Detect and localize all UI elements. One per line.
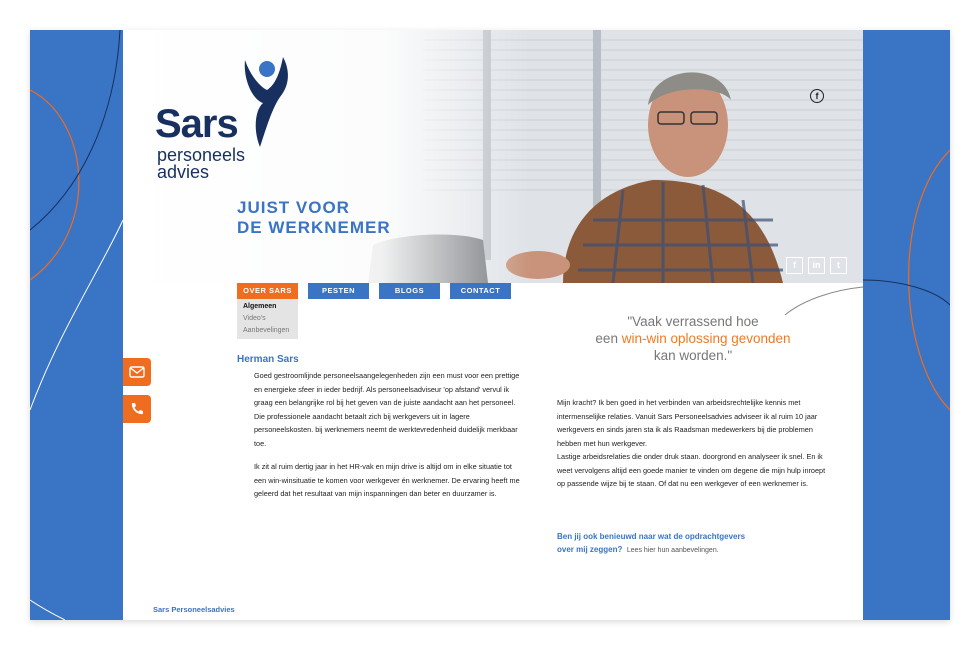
right-paragraph-2: Lastige arbeidsrelaties die onder druk staan. doorgrond en analyseer ik snel. En ik weet vervolgens altijd een goede manier te vinden om degene die mijn hulp inroept op passende wijze bij te staan. Of dat nu een werkgever of een werknemer is.: [557, 452, 826, 489]
tagline-line-1: JUIST VOOR: [237, 198, 350, 217]
phone-button[interactable]: [123, 395, 151, 423]
logo-line-2: advies: [157, 162, 210, 182]
page-content: [123, 30, 863, 620]
submenu-item-algemeen[interactable]: Algemeen: [243, 303, 277, 310]
mail-button[interactable]: [123, 358, 151, 386]
tagline-line-2: DE WERKNEMER: [237, 218, 391, 237]
cta-line-1[interactable]: Ben jij ook benieuwd naar wat de opdrachtgevers: [557, 532, 746, 541]
nav-item-blogs[interactable]: BLOGS: [379, 283, 440, 299]
quote-arc: [783, 282, 863, 317]
logo-subtitle: [157, 147, 245, 181]
quote-line-3: kan worden.": [653, 348, 733, 363]
submenu-item-videos[interactable]: Video's: [243, 315, 266, 322]
facebook-icon[interactable]: f: [786, 257, 803, 274]
logo-wordmark: Sars: [155, 102, 238, 146]
logo-line-1: personeels: [157, 145, 246, 165]
testimonials-cta[interactable]: [557, 530, 797, 557]
mail-icon: [129, 364, 145, 380]
page-tagline: [237, 198, 391, 238]
logo-figure-icon: [235, 55, 305, 150]
cta-line-2-wrap: [557, 543, 797, 557]
left-paragraph-1: Goed gestroomlijnde personeelsaangelegenheden zijn een must voor een prettige en energieke sfeer in ieder bedrijf. Als personeelsadviseur 'op afstand' vervul ik graag een belangrijke rol bij het geven van de juiste aandacht aan het personeel. Die professionele aandacht betaalt zich bij werkgevers uit in lagere personeelskosten. bij werknemers neemt de werktevredenheid duidelijk merkbaar toe.: [254, 371, 520, 448]
cta-line-2[interactable]: over mij zeggen?: [557, 545, 623, 554]
nav-item-over-sars[interactable]: OVER SARS: [237, 283, 298, 299]
cta-link[interactable]: Lees hier hun aanbevelingen.: [626, 547, 719, 554]
facebook-icon[interactable]: f: [810, 89, 824, 103]
quote-line-1: "Vaak verrassend hoe: [627, 314, 759, 329]
submenu-item-aanbevelingen[interactable]: Aanbevelingen: [243, 327, 290, 334]
left-paragraph-2: Ik zit al ruim dertig jaar in het HR-vak en mijn drive is altijd om in elke situatie tot een win-winsituatie te komen voor werkgever én werknemer. De ervaring heeft me geleerd dat het resultaat van mijn inspanningen dan beter en duurzamer is.: [254, 462, 520, 499]
footer-brand: Sars Personeelsadvies: [153, 605, 235, 614]
right-paragraph-1: Mijn kracht? Ik ben goed in het verbinden van arbeidsrechtelijke kennis met intermenselijke relaties. Vanuit Sars Personeelsadvies adviseer ik al ruim 10 jaar werkgevers en sinds jaren sta ik als Raadsman medewerkers bij die problemen hebben met hun werkgever.: [557, 398, 818, 448]
linkedin-icon[interactable]: in: [808, 257, 825, 274]
quote-highlight: win-win oplossing gevonden: [621, 331, 791, 346]
nav-item-pesten[interactable]: PESTEN: [308, 283, 369, 299]
submenu: [237, 299, 298, 339]
quote-line-2: [563, 330, 823, 347]
pull-quote: [563, 313, 823, 364]
phone-icon: [129, 401, 145, 417]
nav-item-contact[interactable]: CONTACT: [450, 283, 511, 299]
twitter-icon[interactable]: t: [830, 257, 847, 274]
section-heading: Herman Sars: [237, 354, 299, 365]
quote-prefix: een: [595, 331, 622, 346]
